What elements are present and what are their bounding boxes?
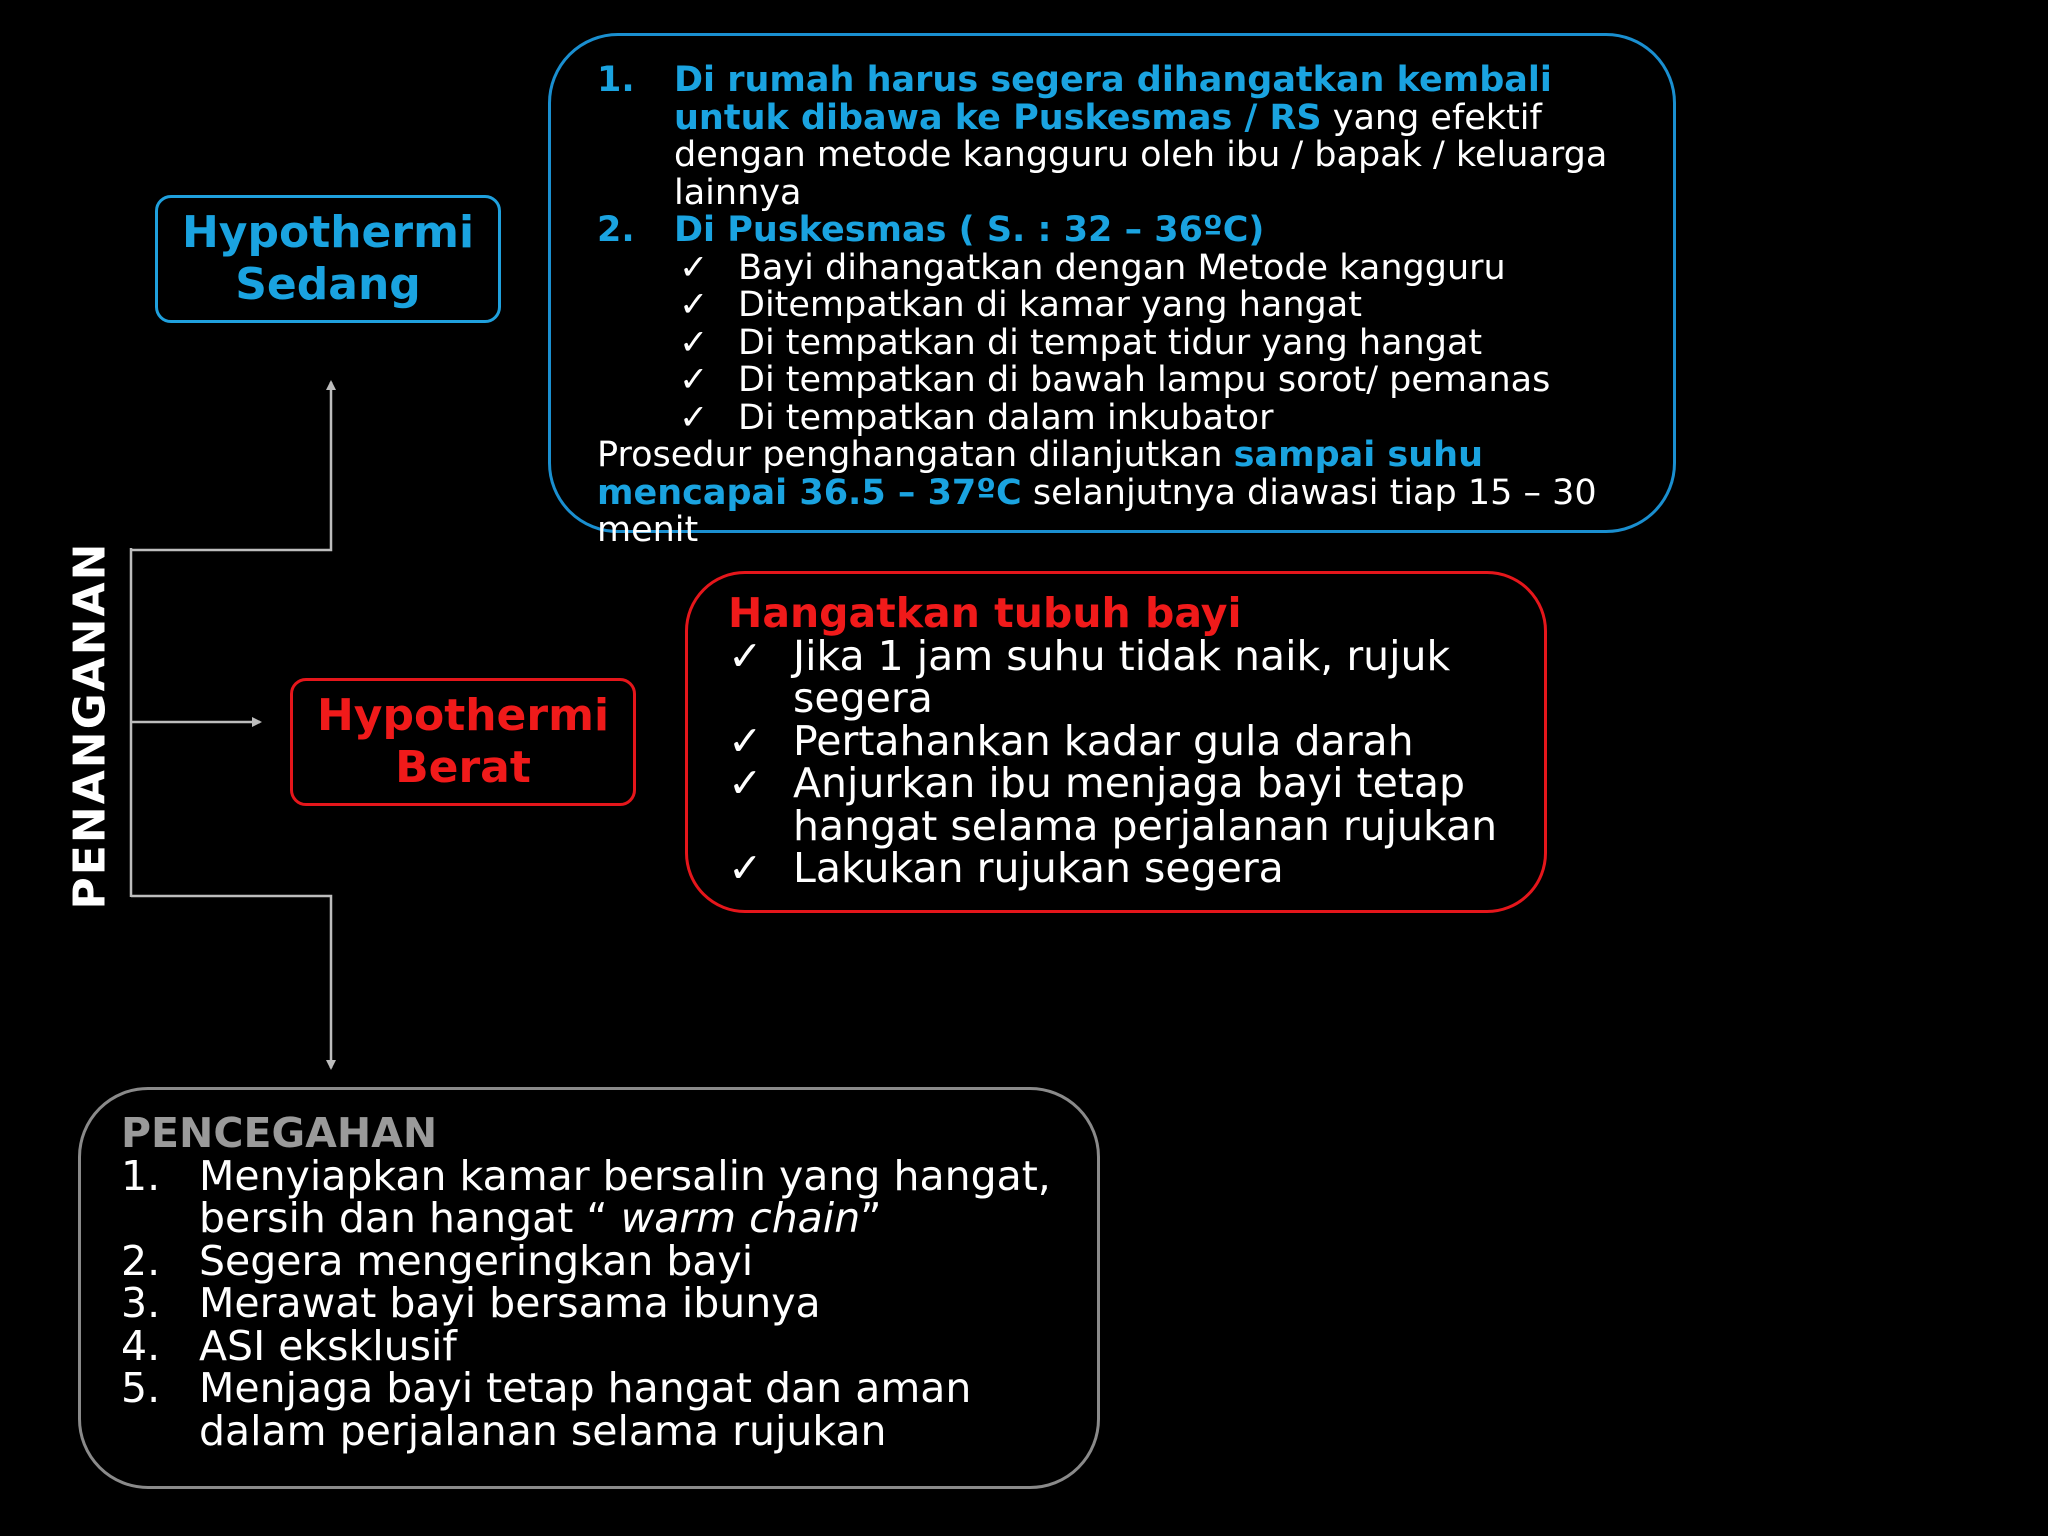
pencegahan-item (121, 1151, 1067, 1242)
node-sedang-line1: Hypothermi (181, 207, 475, 258)
berat-heading: Hangatkan tubuh bayi (728, 589, 1242, 637)
check-icon: ✓ (728, 716, 763, 765)
arrow-to-pencegahan (131, 896, 331, 1068)
pencegahan-item-1-text: Menyiapkan kamar bersalin yang hangat, bersih dan hangat “ (199, 1151, 1051, 1242)
pencegahan-heading: PENCEGAHAN (121, 1109, 438, 1157)
sedang-check-item (597, 287, 1633, 325)
sedang-footer-text-c: selanjutnya diawasi tiap 15 – 30 menit (597, 472, 1597, 550)
berat-check-item (728, 759, 1514, 850)
sedang-item-1-number: 1. (597, 60, 635, 100)
pencegahan-item-1-italic: warm chain (620, 1194, 861, 1242)
pencegahan-item-number: 4. (121, 1321, 161, 1370)
sedang-item-1-text (674, 62, 1633, 212)
sedang-check-item (597, 397, 1633, 438)
sedang-item-2 (597, 212, 1633, 250)
pencegahan-item (121, 1364, 1067, 1455)
pencegahan-item-number: 5. (121, 1364, 161, 1412)
sedang-check-text: Ditempatkan di kamar yang hangat (738, 285, 1362, 325)
berat-check-item (728, 631, 1514, 722)
sedang-item-2-number: 2. (597, 210, 635, 250)
sedang-check-item (597, 362, 1633, 400)
penanganan-title (40, 540, 140, 910)
pencegahan-item (121, 1279, 1067, 1327)
check-icon: ✓ (679, 285, 709, 325)
pencegahan-item (121, 1236, 1067, 1285)
berat-check-text: Pertahankan kadar gula darah (793, 716, 1414, 765)
check-icon: ✓ (728, 631, 763, 680)
pencegahan-item-text (199, 1151, 1067, 1242)
check-icon: ✓ (728, 759, 763, 807)
pencegahan-item-text: ASI eksklusif (199, 1321, 457, 1370)
penanganan-title-text: PENANGANAN (64, 541, 116, 909)
arrow-to-sedang (131, 382, 331, 550)
sedang-footer (597, 437, 1633, 550)
sedang-check-text: Di tempatkan di bawah lampu sorot/ pemanas (738, 360, 1551, 400)
pencegahan-item-number: 1. (121, 1151, 161, 1200)
pencegahan-item-text: Menjaga bayi tetap hangat dan aman dalam perjalanan selama rujukan (199, 1364, 972, 1455)
pencegahan-panel (78, 1087, 1100, 1489)
sedang-check-item (597, 247, 1633, 288)
check-icon: ✓ (679, 322, 709, 363)
sedang-item-1-bold: Di rumah harus segera dihangatkan kembali untuk dibawa ke Puskesmas / RS (674, 60, 1552, 138)
berat-check-text: Lakukan rujukan segera (793, 844, 1284, 892)
pencegahan-item (121, 1321, 1067, 1370)
pencegahan-item-text: Merawat bayi bersama ibunya (199, 1279, 821, 1327)
sedang-footer-text-b: sampai suhu mencapai 36.5 – 37ºC (597, 435, 1484, 513)
pencegahan-item-number: 3. (121, 1279, 161, 1327)
sedang-item-2-text: Di Puskesmas ( S. : 32 – 36ºC) (674, 210, 1265, 250)
sedang-detail-panel (548, 33, 1676, 550)
pencegahan-item-1-end: ” (860, 1194, 882, 1242)
berat-check-text: Jika 1 jam suhu tidak naik, rujuk segera (793, 631, 1451, 722)
sedang-check-text: Di tempatkan di tempat tidur yang hangat (738, 322, 1483, 363)
sedang-check-text: Bayi dihangatkan dengan Metode kangguru (738, 247, 1506, 288)
berat-detail-panel (685, 571, 1547, 913)
check-icon: ✓ (679, 397, 709, 438)
check-icon: ✓ (728, 844, 763, 892)
check-icon: ✓ (679, 360, 709, 400)
pencegahan-item-number: 2. (121, 1236, 161, 1285)
berat-check-item (728, 716, 1514, 765)
node-hypothermi-berat (290, 678, 636, 806)
pencegahan-item-text: Segera mengeringkan bayi (199, 1236, 754, 1285)
node-berat-line1: Hypothermi (316, 690, 610, 741)
node-berat-line2: Berat (395, 742, 531, 793)
check-icon: ✓ (679, 247, 709, 288)
berat-check-item (728, 844, 1514, 892)
berat-check-text: Anjurkan ibu menjaga bayi tetap hangat selama perjalanan rujukan (793, 759, 1498, 850)
sedang-item-1-rest: yang efektif dengan metode kangguru oleh ibu / bapak / keluarga lainnya (674, 97, 1608, 213)
sedang-checklist (597, 247, 1633, 438)
sedang-footer-text-a: Prosedur penghangatan dilanjutkan (597, 435, 1234, 475)
sedang-item-1 (597, 62, 1633, 212)
sedang-check-item (597, 322, 1633, 363)
node-sedang-line2: Sedang (235, 259, 421, 310)
node-hypothermi-sedang (155, 195, 501, 323)
sedang-check-text: Di tempatkan dalam inkubator (738, 397, 1274, 438)
